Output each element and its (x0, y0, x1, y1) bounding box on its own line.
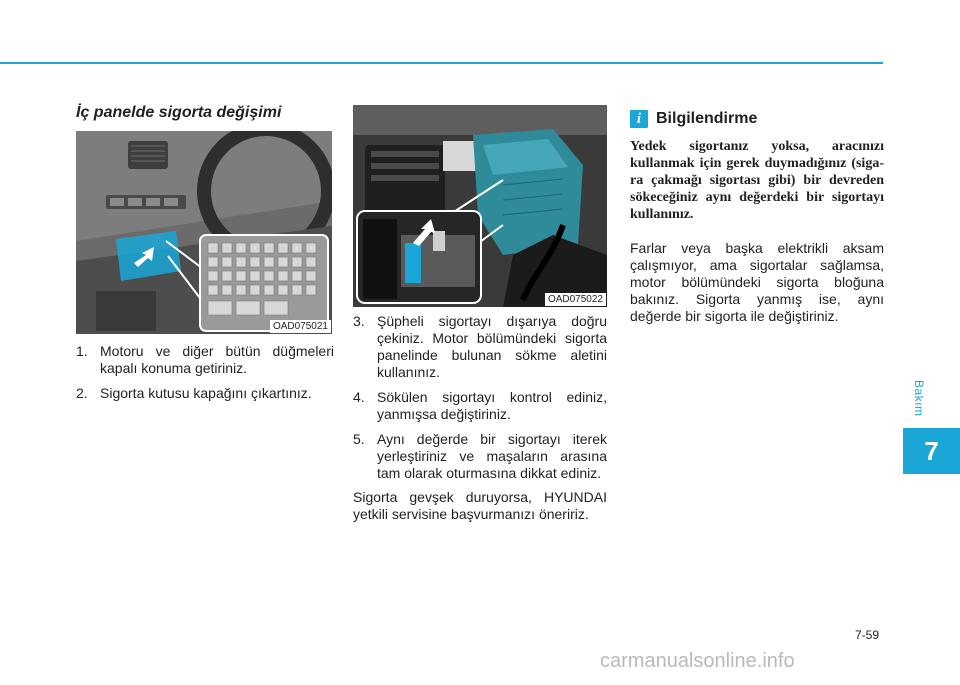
page-number: 7-59 (855, 628, 880, 642)
list-item: 4. Sökülen sigortayı kontrol ediniz, yanmışsa değiştiriniz. (353, 389, 607, 422)
list-item: 1. Motoru ve diğer bütün düğmeleri kapalı konuma getiriniz. (76, 343, 334, 376)
info-title: Bilgilendirme (656, 110, 758, 127)
engine-bay-illustration (353, 105, 607, 307)
dashboard-illustration (76, 131, 332, 334)
info-header (630, 110, 757, 128)
engine-fuse-figure (353, 105, 607, 307)
info-icon: i (630, 110, 648, 128)
top-rule (0, 62, 883, 64)
fuse-panel-figure (76, 131, 332, 334)
chapter-tab: 7 (903, 428, 960, 474)
steps-left-list (76, 343, 334, 410)
list-item: 3. Şüpheli sigortayı dışarıya doğru çekiniz. Motor bölümündeki sigorta panelinde bulunan sökme aletini kullanınız. (353, 313, 607, 380)
figure-code: OAD075021 (270, 320, 331, 333)
watermark: carmanualsonline.info (600, 650, 795, 672)
info-bold-text: Yedek sigortanız yoksa, aracınızı kullanmak için gerek duymadığınız (sigara çakmağı sigortası gibi) bir devreden sökeceğiniz aynı değerdeki bir sigortayı kullanınız. (630, 139, 884, 222)
list-item: 2. Sigorta kutusu kapağını çıkartınız. (76, 385, 312, 401)
section-heading: İç panelde sigorta değişimi (76, 104, 282, 121)
service-note: Sigorta gevşek duruyorsa, HYUNDAI yetkili servisine başvurmanızı öneririz. (353, 489, 607, 522)
info-body-text: Farlar veya başka elektrikli aksam çalışmıyor, ama sigortalar sağlamsa, motor bölümündeki sigorta bloğuna bakınız. Sigorta yanmış ise, aynı değerde bir sigorta ile değiştiriniz. (630, 240, 884, 324)
figure-code: OAD075022 (545, 293, 606, 306)
chapter-side-label: Bakım (912, 380, 926, 417)
list-item: 5. Aynı değerde bir sigortayı iterek yerleştiriniz ve maşaların arasına tam olarak oturmasına dikkat ediniz. (353, 431, 607, 481)
steps-mid-list (353, 313, 607, 490)
